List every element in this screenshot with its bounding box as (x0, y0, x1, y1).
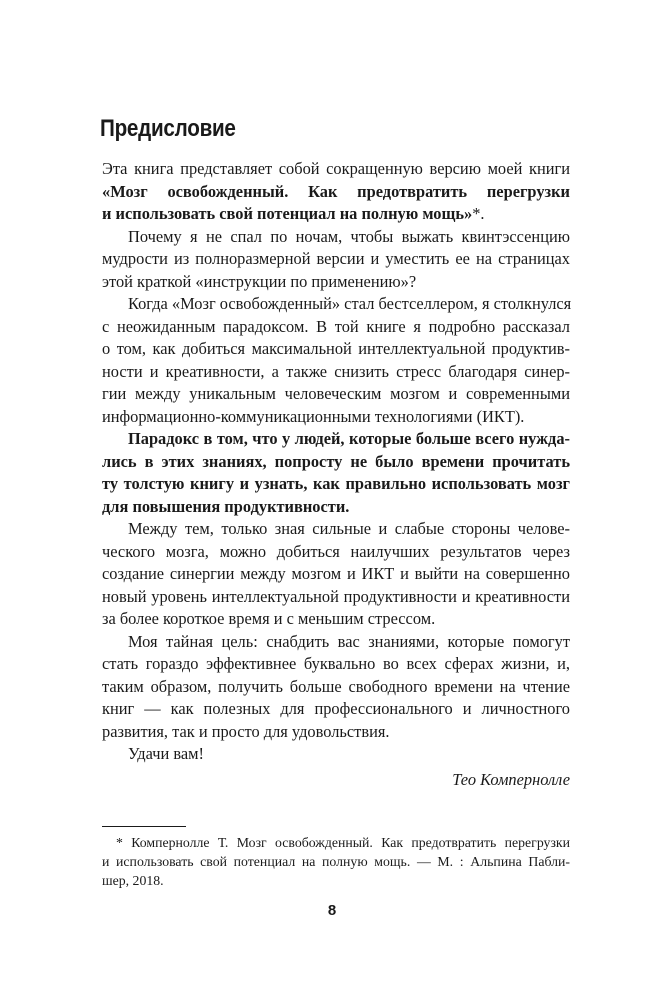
page-heading: Предисловие (100, 115, 236, 142)
paragraph (102, 226, 570, 294)
text-line: создание синергии между мозгом и ИКТ и выйти на совершенно (102, 564, 570, 583)
text-line: стать гораздо эффективнее буквально во всех сферах жизни, и, (102, 654, 570, 673)
text-line: гии между уникальным человеческим мозгом и современными (102, 384, 570, 403)
text-line: ческого мозга, можно добиться наилучших результатов через (102, 541, 570, 561)
text-line: мудрости из полноразмерной версии и уместить ее на страницах (102, 249, 570, 268)
paragraph-closing (102, 743, 570, 766)
footnote-line: * Компернолле Т. Мозг освобожденный. Как предотвратить перегрузки (116, 835, 570, 850)
text-line: Парадокс в том, что у людей, которые больше всего нужда- (128, 429, 570, 448)
footnote-divider (102, 826, 186, 827)
text-line: для повышения продуктивности. (102, 496, 350, 516)
text-line: книг — как полезных для профессионального и личностного (102, 699, 570, 718)
paragraph (102, 518, 570, 631)
author-signature: Тео Компернолле (452, 769, 570, 789)
text-line: Когда «Мозг освобожденный» стал бестселлером, я столкнулся (128, 294, 572, 313)
text-line: развития, так и просто для удовольствия. (102, 721, 390, 741)
paragraph-bold (102, 428, 570, 518)
text-line: за более короткое время и с меньшим стрессом. (102, 609, 436, 628)
body-text (102, 158, 570, 791)
text-line: ности и креативности, а также снизить стресс благодаря синер- (102, 361, 570, 381)
text-line: Удачи вам! (128, 744, 205, 763)
text-line: ту толстую книгу и узнать, как правильно использовать мозг (102, 474, 570, 493)
page-number: 8 (327, 902, 337, 919)
paragraph (102, 631, 570, 744)
text-line: Эта книга представляет собой сокращенную версию моей книги (102, 159, 570, 178)
paragraph (102, 293, 570, 428)
text-line: информационно-коммуникационными технологиями (ИКТ). (102, 406, 525, 426)
book-title-text: и использовать свой потенциал на полную мощь» (102, 204, 473, 223)
footnote (102, 833, 570, 891)
text-line: лись в этих знаниях, попросту не было времени прочитать (102, 451, 570, 471)
paragraph-intro (102, 158, 570, 226)
text-line: о том, как добиться максимальной интеллектуальной продуктив- (102, 339, 570, 358)
book-title-line: «Мозг освобожденный. Как предотвратить перегрузки (102, 181, 570, 201)
text-line: этой краткой «инструкции по применению»? (102, 271, 417, 291)
text-line: Моя тайная цель: снабдить вас знаниями, которые помогут (128, 631, 570, 651)
text-line: таким образом, получить больше свободного времени на чтение (102, 676, 570, 696)
text-line: Между тем, только зная сильные и слабые стороны челове- (128, 519, 570, 538)
footnote-marker: *. (472, 204, 485, 223)
text-line: новый уровень интеллектуальной продуктивности и креативности (102, 586, 570, 606)
footnote-line: шер, 2018. (102, 873, 164, 889)
text-line: Почему я не спал по ночам, чтобы выжать квинтэссенцию (128, 226, 570, 246)
text-line: с неожиданным парадоксом. В той книге я подробно рассказал (102, 316, 570, 336)
book-title-line (102, 203, 570, 226)
footnote-line: и использовать свой потенциал на полную мощь. — М. : Альпина Пабли- (102, 854, 570, 870)
